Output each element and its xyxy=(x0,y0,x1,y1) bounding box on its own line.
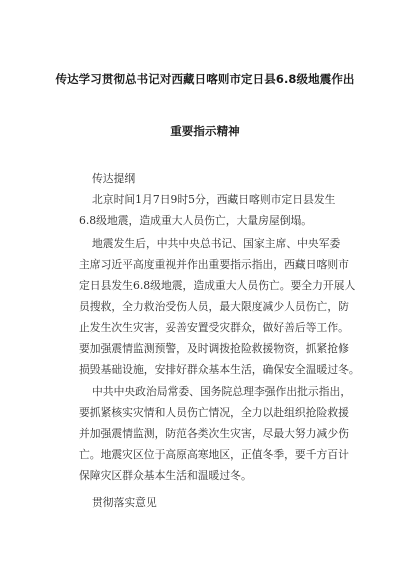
paragraph-line: 主席习近平高度重视并作出重要指示指出，西藏日喀则市 xyxy=(79,258,349,271)
paragraph-line: 北京时间1月7日9时5分，西藏日喀则市定日县发生 xyxy=(92,193,336,206)
paragraph-line: 并加强震情监测，防范各类次生灾害，尽最大努力减少伤 xyxy=(79,427,349,440)
document-title-continued: 重要指示精神 xyxy=(170,124,240,138)
section-heading-outline: 传达提纲 xyxy=(92,172,136,185)
paragraph-line: 员搜救，全力救治受伤人员，最大限度减少人员伤亡，防 xyxy=(79,300,349,313)
paragraph-line: 中共中央政治局常委、国务院总理李强作出批示指出， xyxy=(92,385,352,398)
paragraph-line: 定日县发生6.8级地震，造成重大人员伤亡。要全力开展人 xyxy=(79,279,356,292)
document-title: 传达学习贯彻总书记对西藏日喀则市定日县6.8级地震作出 xyxy=(55,72,355,86)
paragraph-line: 亡。地震灾区位于高原高寒地区，正值冬季，要千方百计 xyxy=(79,448,349,461)
paragraph-line: 要抓紧核实灾情和人员伤亡情况，全力以赴组织抢险救援 xyxy=(79,406,349,419)
paragraph-line: 要加强震情监测预警，及时调拨抢险救援物资，抓紧抢修 xyxy=(79,342,349,355)
paragraph-line: 损毁基础设施，安排好群众基本生活，确保安全温暖过冬。 xyxy=(79,363,360,376)
paragraph-line: 止发生次生灾害，妥善安置受灾群众，做好善后等工作。 xyxy=(79,321,349,334)
paragraph-line: 地震发生后，中共中央总书记、国家主席、中央军委 xyxy=(92,237,341,250)
section-heading-implementation: 贯彻落实意见 xyxy=(92,496,157,509)
paragraph-line: 保障灾区群众基本生活和温暖过冬。 xyxy=(79,469,252,482)
paragraph-line: 6.8级地震，造成重大人员伤亡，大量房屋倒塌。 xyxy=(79,214,313,227)
